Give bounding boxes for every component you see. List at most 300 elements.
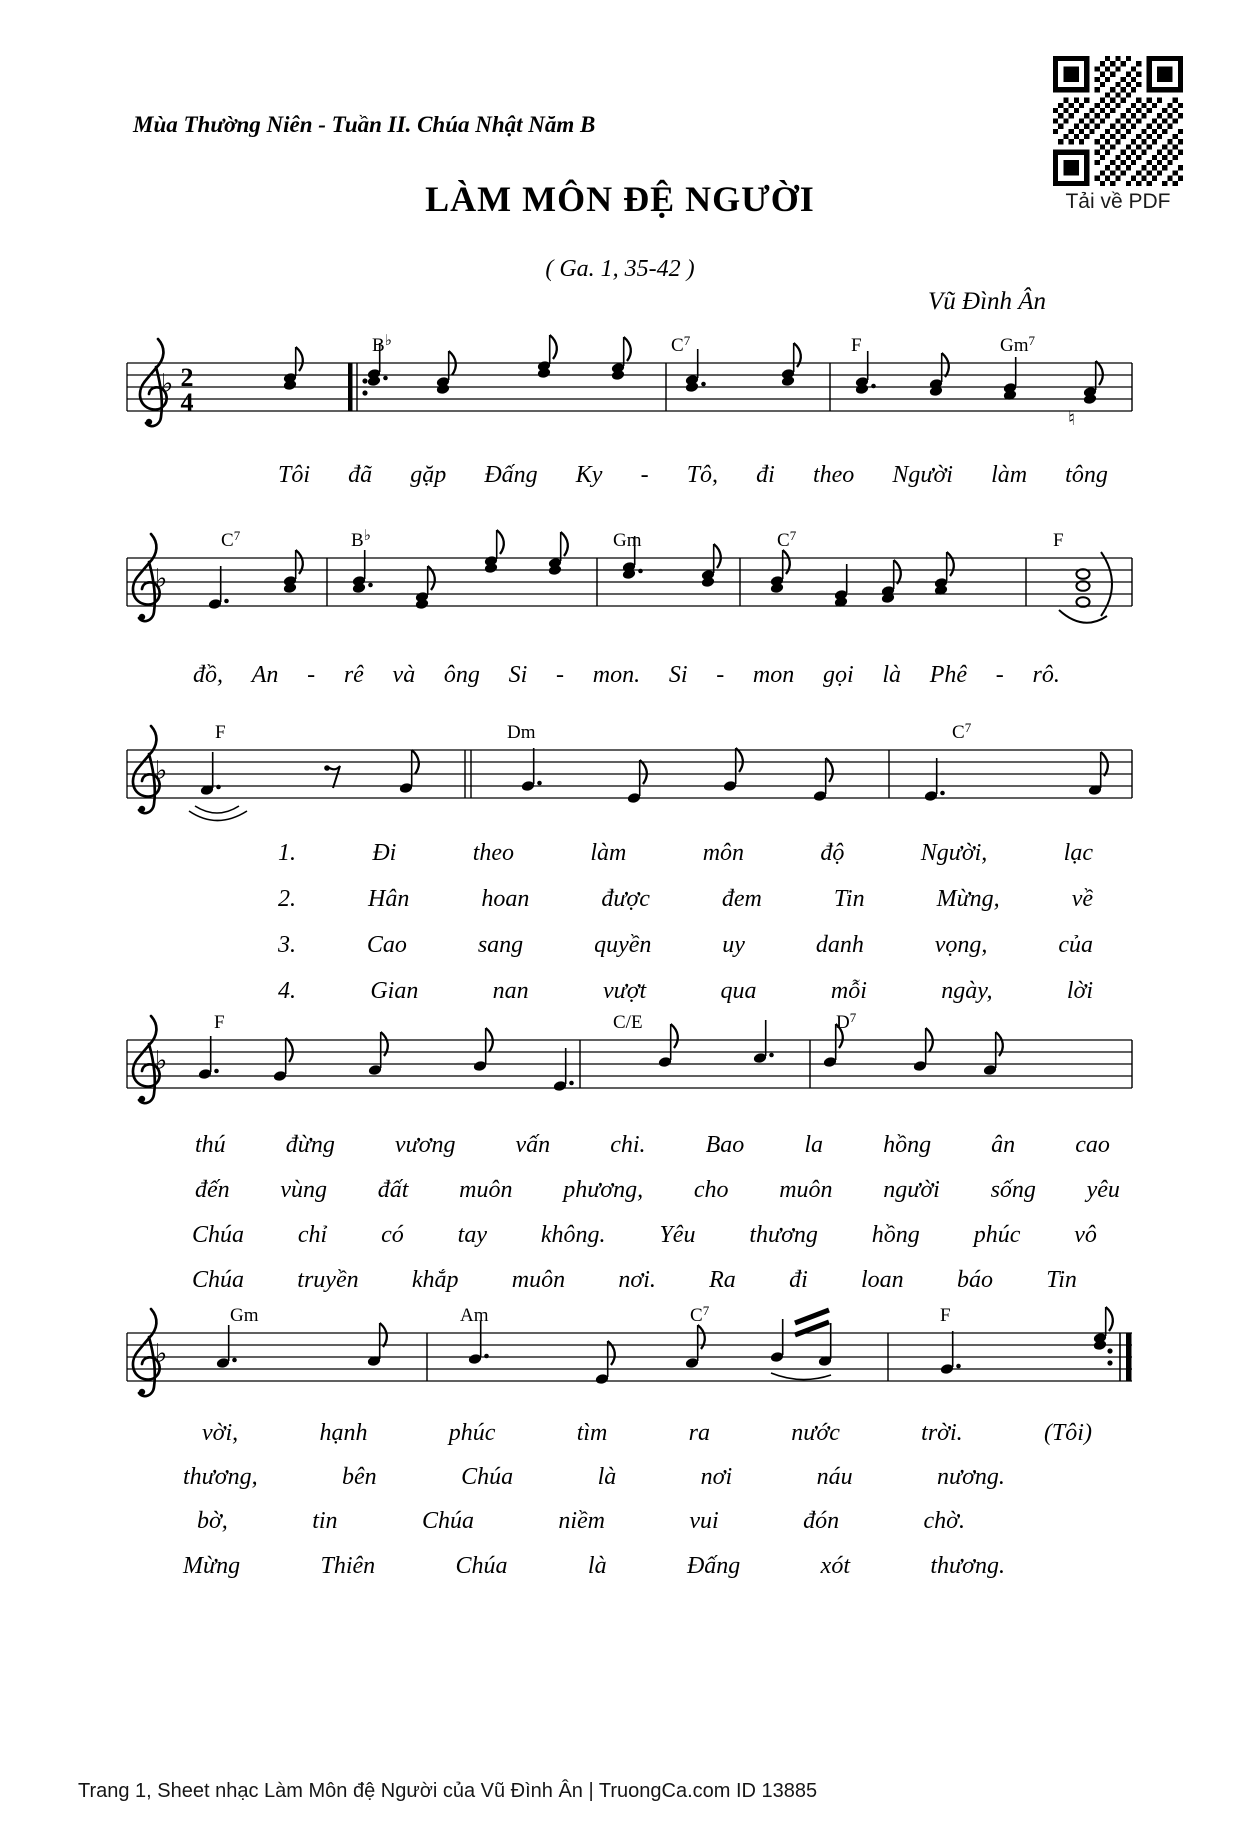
qr-module: [1121, 98, 1126, 103]
qr-module: [1053, 56, 1089, 61]
chord-label: $C^7$: [690, 1303, 710, 1326]
lyrics-line: [192, 1267, 1077, 1293]
qr-module: [1152, 118, 1157, 123]
qr-module: [1058, 124, 1063, 129]
qr-module: [1126, 144, 1131, 149]
half-note-head: [1076, 581, 1089, 591]
qr-module: [1173, 181, 1178, 186]
lyric-word: mon.: [592, 662, 641, 688]
lyric-word: Tin: [1046, 1267, 1077, 1293]
qr-module: [1178, 176, 1183, 181]
qr-module: [1136, 118, 1141, 123]
lyric-word: -: [556, 662, 565, 688]
eighth-flag: [947, 552, 954, 576]
lyric-word: vô: [1074, 1222, 1097, 1248]
lyrics-line: [183, 1464, 1005, 1490]
lyric-word: được: [601, 886, 650, 912]
qr-module: [1100, 170, 1105, 175]
lyric-word: Đi: [372, 840, 397, 866]
chord-label: $D^7$: [836, 1010, 857, 1033]
lyric-word: Yêu: [659, 1222, 696, 1248]
lyric-word: vời,: [202, 1420, 239, 1446]
qr-module: [1115, 176, 1120, 181]
lyric-word: niềm: [558, 1508, 605, 1534]
lyric-word: ông: [443, 662, 480, 688]
qr-module: [1147, 160, 1152, 165]
qr-module: [1095, 103, 1100, 108]
lyric-word: yêu: [1086, 1177, 1120, 1203]
qr-module: [1110, 108, 1115, 113]
lyric-word: lạc: [1063, 840, 1093, 866]
qr-module: [1167, 176, 1172, 181]
lyric-word: Gian: [370, 978, 419, 1004]
chord-label: $C^7$: [221, 528, 241, 551]
lyrics-line: [197, 1508, 965, 1534]
qr-module: [1131, 113, 1136, 118]
augmentation-dot: [232, 1358, 237, 1363]
qr-module: [1074, 134, 1079, 139]
qr-module: [1095, 124, 1100, 129]
qr-module: [1095, 139, 1100, 144]
qr-module: [1115, 155, 1120, 160]
lyrics-line: [192, 1222, 1097, 1248]
eighth-flag: [286, 1038, 293, 1062]
qr-module: [1074, 98, 1079, 103]
lyric-word: vấn: [515, 1132, 551, 1158]
lyric-word: Chúa: [461, 1464, 514, 1490]
chord-label: F: [214, 1012, 225, 1033]
lyric-word: Hân: [368, 886, 410, 912]
qr-module: [1110, 181, 1115, 186]
qr-module: [1152, 176, 1157, 181]
lyric-word: 4.: [278, 978, 296, 1004]
qr-module: [1115, 92, 1120, 97]
qr-module: [1131, 150, 1136, 155]
lyric-word: mon: [752, 662, 795, 688]
lyric-word: phúc: [448, 1420, 496, 1446]
qr-module: [1147, 134, 1152, 139]
augmentation-dot: [769, 1053, 774, 1058]
qr-module: [1136, 82, 1141, 87]
lyric-word: náu: [816, 1464, 853, 1490]
staff-system-3: [125, 710, 1135, 844]
lyric-word: 2.: [278, 886, 296, 912]
lyric-word: mỗi: [830, 978, 867, 1004]
lyric-word: thú: [195, 1132, 226, 1158]
qr-module: [1110, 134, 1115, 139]
clef-dot: [139, 806, 145, 812]
augmentation-dot: [537, 781, 542, 786]
lyric-word: Chúa: [192, 1222, 245, 1248]
lyric-word: Chúa: [192, 1267, 245, 1293]
qr-module: [1089, 118, 1094, 123]
lyric-word: trời.: [921, 1420, 963, 1446]
lyric-word: Ra: [709, 1267, 736, 1293]
lyric-word: danh: [815, 932, 864, 958]
lyric-word: Đấng: [484, 462, 538, 488]
qr-module: [1115, 139, 1120, 144]
qr-module: [1131, 124, 1136, 129]
qr-module: [1162, 165, 1167, 170]
qr-module: [1053, 87, 1089, 92]
lyric-word: Phê: [929, 662, 968, 688]
qr-module: [1115, 118, 1120, 123]
qr-module: [1152, 155, 1157, 160]
qr-module: [1167, 150, 1172, 155]
lyric-word: đất: [377, 1177, 409, 1203]
qr-module: [1100, 72, 1105, 77]
lyric-word: Đấng: [686, 1553, 741, 1579]
qr-module: [1147, 98, 1152, 103]
qr-module: [1100, 144, 1105, 149]
lyric-word: xót: [820, 1553, 850, 1579]
lyric-word: Người: [892, 462, 953, 488]
download-pdf-link[interactable]: [1053, 56, 1183, 191]
qr-module: [1162, 129, 1167, 134]
qr-module: [1121, 160, 1126, 165]
qr-module: [1141, 103, 1146, 108]
verse-line: [278, 978, 1093, 1004]
lyric-word: thương.: [930, 1553, 1005, 1579]
verse-line: [278, 886, 1093, 912]
qr-module: [1115, 56, 1120, 61]
qr-module: [1162, 118, 1167, 123]
qr-module: [1053, 181, 1089, 186]
qr-module: [1126, 72, 1131, 77]
qr-module: [1141, 113, 1146, 118]
qr-module: [1157, 66, 1173, 82]
qr-module: [1069, 103, 1074, 108]
lyric-word: báo: [956, 1267, 993, 1293]
lyric-word: ân: [991, 1132, 1016, 1158]
lyric-word: qua: [720, 978, 757, 1004]
lyric-word: muôn: [511, 1267, 566, 1293]
lyric-word: 1.: [278, 840, 296, 866]
qr-module: [1063, 118, 1068, 123]
qr-module: [1100, 134, 1105, 139]
qr-module: [1084, 113, 1089, 118]
qr-module: [1173, 108, 1178, 113]
chord-label: $C^7$: [777, 528, 797, 551]
qr-module: [1084, 98, 1089, 103]
qr-module: [1126, 118, 1131, 123]
lyric-word: Tô,: [686, 462, 719, 488]
lyric-word: là: [882, 662, 902, 688]
qr-module: [1084, 134, 1089, 139]
eighth-flag: [1096, 361, 1103, 385]
qr-module: [1084, 124, 1089, 129]
qr-module: [1162, 181, 1167, 186]
qr-module: [1167, 124, 1172, 129]
lyric-word: vùng: [280, 1177, 328, 1203]
staff-system-4: [125, 1000, 1135, 1134]
lyric-word: rô.: [1032, 662, 1060, 688]
qr-module: [1121, 134, 1126, 139]
eighth-flag: [1106, 1307, 1113, 1331]
augmentation-dot: [484, 1354, 489, 1359]
lyric-word: rê: [343, 662, 364, 688]
lyric-word: tay: [457, 1222, 487, 1248]
lyric-word: nơi.: [618, 1267, 656, 1293]
tremolo-slash: [795, 1310, 829, 1323]
lyric-word: -: [640, 462, 649, 488]
natural-accidental: ♮: [1068, 406, 1076, 430]
eighth-flag: [296, 347, 303, 371]
qr-module: [1147, 108, 1152, 113]
lyrics-line: [195, 1132, 1110, 1158]
repeat-dot: [362, 390, 367, 395]
lyric-word: và: [392, 662, 416, 688]
qr-module: [1105, 176, 1110, 181]
chord-label: Gm$^7$: [1000, 333, 1035, 356]
qr-module: [1100, 108, 1105, 113]
qr-module: [1141, 129, 1146, 134]
qr-module: [1105, 92, 1110, 97]
lyric-word: ngày,: [941, 978, 993, 1004]
eighth-flag: [624, 337, 631, 361]
qr-module: [1058, 103, 1063, 108]
qr-module: [1178, 165, 1183, 170]
qr-module: [1115, 82, 1120, 87]
lyrics-line: [183, 1553, 1005, 1579]
eighth-flag: [380, 1323, 387, 1347]
lyric-word: Mừng,: [936, 886, 1000, 912]
fermata-arc: [1059, 610, 1107, 623]
clef-dot: [139, 1096, 145, 1102]
qr-module: [1147, 170, 1152, 175]
lyric-word: bờ,: [197, 1508, 228, 1534]
qr-module: [1110, 87, 1115, 92]
page-footer: Trang 1, Sheet nhạc Làm Môn đệ Người của Vũ Đình Ân | TruongCa.com ID 13885: [78, 1780, 818, 1802]
qr-module: [1100, 181, 1105, 186]
lyric-word: về: [1071, 886, 1093, 912]
chord-label: F: [940, 1305, 951, 1326]
qr-module: [1162, 155, 1167, 160]
qr-module: [1147, 124, 1152, 129]
qr-module: [1141, 176, 1146, 181]
lyric-word: Bao: [705, 1132, 745, 1158]
qr-module: [1069, 129, 1074, 134]
augmentation-dot: [216, 785, 221, 790]
qr-module: [1167, 103, 1172, 108]
qr-module: [1115, 66, 1120, 71]
lyric-word: đi: [756, 462, 775, 488]
augmentation-dot: [569, 1081, 574, 1086]
lyric-word: theo: [472, 840, 515, 866]
qr-module: [1079, 139, 1084, 144]
qr-module: [1069, 139, 1074, 144]
repeat-start-bar: [348, 363, 353, 411]
lyric-word: hồng: [883, 1132, 932, 1158]
key-signature-flat: ♭: [155, 756, 168, 786]
lyric-word: bên: [342, 1464, 377, 1490]
qr-module: [1121, 77, 1126, 82]
qr-module: [1131, 176, 1136, 181]
chord-label: $C^7$: [671, 333, 691, 356]
augmentation-dot: [368, 583, 373, 588]
qr-module: [1100, 61, 1105, 66]
chord-label: F: [1053, 530, 1064, 551]
scripture-reference: ( Ga. 1, 35-42 ): [545, 256, 695, 282]
lyric-word: làm: [590, 840, 627, 866]
qr-module: [1105, 77, 1110, 82]
qr-module: [1126, 56, 1131, 61]
lyric-word: Thiên: [320, 1553, 376, 1579]
qr-module: [1178, 113, 1183, 118]
lyric-word: -: [995, 662, 1004, 688]
lyric-word: (Tôi): [1043, 1420, 1092, 1446]
qr-module: [1095, 87, 1100, 92]
qr-module: [1058, 113, 1063, 118]
qr-module: [1079, 118, 1084, 123]
qr-module: [1157, 150, 1162, 155]
qr-module: [1136, 144, 1141, 149]
composer-name: Vũ Đình Ân: [928, 288, 1047, 315]
lyric-word: loan: [861, 1267, 904, 1293]
qr-module: [1053, 56, 1058, 92]
lyric-word: Mừng: [183, 1553, 241, 1579]
time-signature-denominator: 4: [180, 388, 194, 417]
lyrics-line: [278, 462, 1108, 488]
time-signature-numerator: 2: [180, 363, 194, 392]
qr-module: [1105, 66, 1110, 71]
half-note-head: [1076, 597, 1089, 607]
lyric-word: đến: [195, 1177, 230, 1203]
qr-module: [1178, 150, 1183, 155]
qr-module: [1058, 139, 1063, 144]
qr-module: [1053, 108, 1058, 113]
qr-module: [1126, 108, 1131, 113]
qr-module: [1105, 150, 1110, 155]
qr-module: [1167, 113, 1172, 118]
lyric-word: làm: [991, 462, 1028, 488]
lyric-word: của: [1058, 932, 1093, 958]
lyric-word: truyền: [297, 1267, 359, 1293]
lyric-word: đón: [803, 1508, 840, 1534]
lyric-word: đừng: [285, 1132, 335, 1158]
chord-label: F: [851, 335, 862, 356]
lyric-word: người: [883, 1177, 940, 1203]
qr-module: [1126, 129, 1131, 134]
lyric-word: chỉ: [297, 1222, 328, 1248]
qr-module: [1178, 56, 1183, 92]
qr-module: [1126, 181, 1131, 186]
lyric-word: muôn: [459, 1177, 513, 1203]
qr-module: [1178, 129, 1183, 134]
qr-module: [1152, 165, 1157, 170]
lyric-word: Người,: [920, 840, 988, 866]
lyric-word: gọi: [822, 662, 854, 688]
qr-module: [1115, 129, 1120, 134]
clef-dot: [139, 1389, 145, 1395]
lyric-word: thương: [749, 1222, 818, 1248]
lyric-word: phương,: [563, 1177, 644, 1203]
lyric-word: khắp: [411, 1267, 459, 1293]
lyric-word: Tôi: [278, 462, 311, 488]
lyric-word: -: [307, 662, 316, 688]
qr-module: [1152, 139, 1157, 144]
qr-module: [1084, 56, 1089, 92]
qr-module: [1115, 103, 1120, 108]
qr-module: [1074, 108, 1079, 113]
qr-module: [1173, 144, 1178, 149]
staff-system-1: [125, 323, 1135, 457]
qr-module: [1110, 160, 1115, 165]
qr-module: [1110, 124, 1115, 129]
qr-module: [1126, 92, 1131, 97]
repeat-dot: [1107, 1348, 1112, 1353]
augmentation-dot: [956, 1364, 961, 1369]
augmentation-dot: [940, 791, 945, 796]
qr-module: [1063, 66, 1079, 82]
key-signature-flat: ♭: [155, 1339, 168, 1369]
lyric-word: sống: [990, 1177, 1036, 1203]
augmentation-dot: [224, 599, 229, 604]
eighth-flag: [497, 530, 504, 554]
qr-module: [1178, 139, 1183, 144]
clef-dot: [146, 419, 152, 425]
qr-module: [1110, 61, 1115, 66]
lyric-word: chờ.: [923, 1508, 965, 1534]
qr-module: [1147, 56, 1152, 92]
lyric-word: nương.: [937, 1464, 1005, 1490]
lyric-word: Si: [508, 662, 528, 688]
qr-module: [1136, 181, 1141, 186]
augmentation-dot: [701, 382, 706, 387]
qr-module: [1157, 160, 1162, 165]
qr-module: [1157, 134, 1162, 139]
chord-label: Dm: [507, 722, 536, 743]
qr-module: [1178, 103, 1183, 108]
qr-code[interactable]: [1053, 56, 1183, 186]
tie-arc: [195, 806, 239, 813]
qr-module: [1162, 108, 1167, 113]
qr-module: [1100, 118, 1105, 123]
eighth-flag: [714, 544, 721, 568]
lyric-word: nơi: [700, 1464, 733, 1490]
lyric-word: -: [716, 662, 725, 688]
chord-label: C/E: [613, 1012, 643, 1033]
chord-label: Am: [460, 1305, 489, 1326]
qr-module: [1173, 170, 1178, 175]
qr-module: [1167, 160, 1172, 165]
lyric-word: đã: [348, 462, 373, 488]
lyric-word: 3.: [278, 932, 296, 958]
qr-module: [1173, 155, 1178, 160]
lyric-word: tìm: [576, 1420, 608, 1446]
lyric-word: Chúa: [455, 1553, 508, 1579]
lyric-word: sang: [477, 932, 524, 958]
qr-label[interactable]: Tải về PDF: [1065, 190, 1171, 213]
lyric-word: vui: [689, 1508, 719, 1534]
qr-module: [1131, 66, 1136, 71]
eighth-flag: [550, 335, 557, 359]
lyric-word: tin: [312, 1508, 338, 1534]
lyric-word: là: [597, 1464, 617, 1490]
qr-module: [1157, 98, 1162, 103]
qr-module: [1105, 113, 1110, 118]
qr-module: [1121, 150, 1126, 155]
lyric-word: đi: [789, 1267, 808, 1293]
qr-module: [1162, 144, 1167, 149]
qr-module: [1141, 150, 1146, 155]
qr-module: [1110, 98, 1115, 103]
qr-module: [1105, 165, 1110, 170]
qr-module: [1121, 87, 1126, 92]
qr-module: [1105, 139, 1110, 144]
verse-line: [278, 840, 1093, 866]
lyrics-line: [193, 662, 1060, 688]
